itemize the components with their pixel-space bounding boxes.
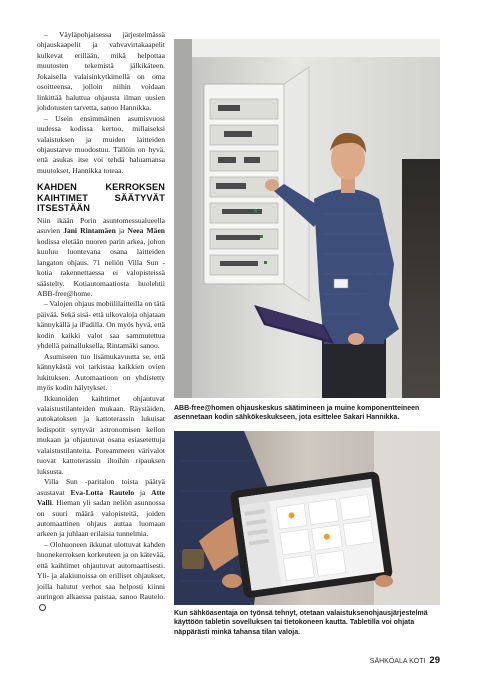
- paragraph: – Olohuoneen ikkunat ulottuvat kahden huonekerroksen korkeuteen ja on kätevää, että kaihtimet ohjautuvat automaattisesti. Yli- ja alakiunoissa on erilliset ohjaukset, joilla halutut verhot saa helposti kiinni auringon alkaessa paistaa, sanoo Rautelo.: [37, 540, 165, 613]
- person-name: Atte Valli: [37, 487, 165, 508]
- paragraph: Ikkunoiden kaihtimet ohjautuvat valaistustilanteiden mukaan. Räystäiden, autokatoksen ja kattoterassin lukuisat ledispotit syttyvät astronomisen kellon mukaan ja ohjautuvat osana esiasetettuja valaistustilanteita. Poreammeen värivalot tuovat kattoterassin iltoihin ripauksen luksusta.: [37, 393, 165, 476]
- article-column: [37, 30, 165, 613]
- paragraph: Niin ikään Porin asuntomessualueella asuvien Jani Rintamäen ja Neea Mäen kodissa eletään nuoren parin arkea, johon kuuluu luontevana osana laitteiden langaton ohjaus. 71 neliön Villa Sun -kotia rakennettaessa ei valopisteissä säästelty. Kotiautomaatiosta huolehtii ABB-free@home.: [37, 215, 165, 299]
- person-name: Neea Mäen: [127, 226, 165, 236]
- paragraph: Villa Sun -paritalon toista päätyä asustavat Eva-Lotta Rautelo ja Atte Valli. Hieman yli sadan neliön asunnossa on suuri määrä valopisteitä, joiden automaattinen ohjaus auttaa luomaan arkeen ja juhlaan erilaisia tunnelmia.: [37, 477, 165, 539]
- photo-caption-top: ABB-free@homen ohjauskeskus säätimineen ja muine komponentteineen asennetaan kodin sähkökeskukseen, jota esittelee Sakari Hannikka.: [174, 405, 420, 422]
- photo-tablet-app: [174, 431, 440, 605]
- person-name: Jani Rintamäen: [63, 226, 116, 236]
- magazine-name: SÄHKÖALA KOTI: [369, 658, 426, 665]
- paragraph: Asumiseen tuo lisämukavuutta se, että kännykästä voi tarkistaa kaikkien ovien lukituksen. Automaatioon on yhdistetty myös kodin hälytykset.: [37, 351, 165, 393]
- end-mark-icon: [39, 604, 46, 611]
- paragraph: – Usein ensimmäinen asumisvuosi uudessa kodissa kertoo, millaiseksi valaistuksen ja muiden laitteiden ohjaustarve muodostuu. Tällöin on hyvä, että asukas itse voi tehdä haluamansa muutokset, Hannikka toteaa.: [37, 113, 165, 175]
- section-heading: KAHDEN KERROKSEN KAIHTIMET SÄÄTYVÄT ITSESTÄÄN: [37, 182, 165, 214]
- page-number: 29: [429, 655, 440, 666]
- photo-caption-bottom: Kun sähköasentaja on työnsä tehnyt, otetaan valaistuksenohjausjärjestelmä käyttöön tabletin sovelluksen tai tietokoneen kautta. Tabletilla voi ohjata näppärästi minkä tahansa tilan valoja.: [174, 610, 428, 636]
- paragraph: – Väyläpohjaisessa järjestelmässä ohjauskaapelit ja vahvavirtakaapelit kulkevat erillään, mikä helpottaa muutosten tekemistä jälkikäteen. Jokaisella valaisinkytkimellä on oma osoitteensa, jolloin niihin voidaan linkittää haluttua ohjausta ilman uusien johdotusten tarvetta, sanoo Hannikka.: [37, 30, 165, 113]
- page-footer: [370, 655, 440, 666]
- photo-electrical-panel: [174, 39, 440, 398]
- paragraph: – Valojen ohjaus mobiililaitteilla on tätä päivää. Sekä sisä- että ulkovaloja ohjataan kännykällä ja iPadilla. On myös hyvä, että kodin kaikki valot saa sammutettua yhdellä painalluksella, Rintamäki sanoo.: [37, 299, 165, 351]
- person-name: Eva-Lotta Rautelo: [70, 487, 135, 497]
